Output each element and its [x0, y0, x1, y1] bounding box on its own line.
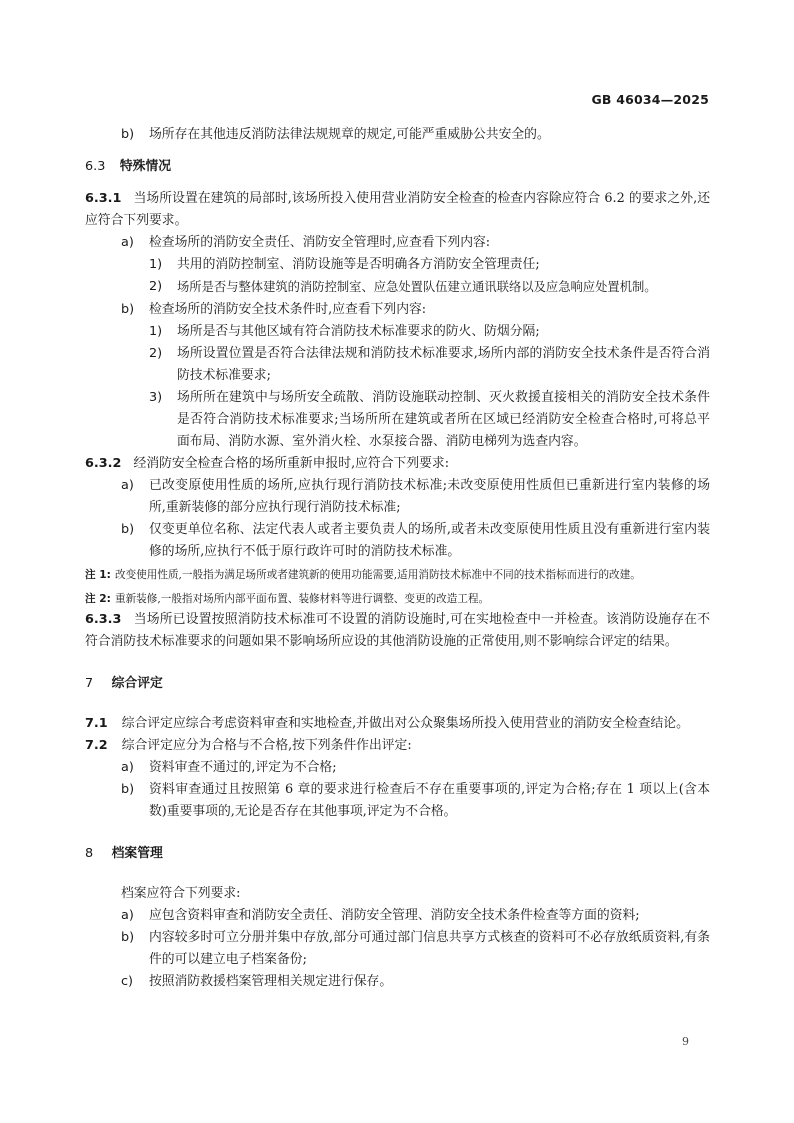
list-marker: b) [121, 930, 135, 945]
clause-6-3-2 [85, 453, 710, 475]
list-marker: b) [121, 782, 135, 797]
list-item-text: 内容较多时可立分册并集中存放,部分可通过部门信息共享方式核查的资料可不必存放纸质资料,有条件的可以建立电子档案备份; [149, 930, 710, 967]
list-item [121, 779, 710, 823]
list-item-text: 资料审查不通过的,评定为不合格; [149, 760, 337, 775]
list-marker: 3) [149, 390, 163, 405]
list-marker: a) [121, 478, 134, 493]
list-marker: b) [121, 302, 135, 317]
section-number: 6.3 [85, 159, 106, 174]
list-item-text: 按照消防救援档案管理相关规定进行保存。 [149, 974, 393, 989]
note-label: 注 2: [85, 593, 111, 605]
clause-7-1 [85, 713, 710, 735]
list-item-text: 共用的消防控制室、消防设施等是否明确各方消防安全管理责任; [177, 257, 540, 272]
list-marker: 2) [149, 279, 163, 294]
list-item [121, 475, 710, 519]
clause-text: 综合评定应综合考虑资料审查和实地检查,并做出对公众聚集场所投入使用营业的消防安全检查结论。 [121, 716, 689, 731]
note-text: 改变使用性质,一般指为满足场所或者建筑新的使用功能需要,适用消防技术标准中不同的技术指标而进行的改建。 [115, 569, 641, 581]
clause-number: 6.3.3 [85, 612, 122, 627]
page-number: 9 [682, 1035, 689, 1048]
document-id-header: GB 46034—2025 [591, 92, 709, 107]
list-item-text: 检查场所的消防安全技术条件时,应查看下列内容: [149, 302, 427, 317]
section-8-intro: 档案应符合下列要求: [121, 886, 241, 901]
list-item-text: 场所设置位置是否符合法律法规和消防技术标准要求,场所内部的消防安全技术条件是否符合消防技术标准要求; [177, 346, 710, 383]
note-text: 重新装修,一般指对场所内部平面布置、装修材料等进行调整、变更的改造工程。 [115, 593, 490, 605]
clause-6-3-1 [85, 188, 710, 232]
list-marker: a) [121, 908, 134, 923]
list-item [121, 519, 710, 563]
list-marker: a) [121, 760, 134, 775]
clause-number: 7.1 [85, 716, 108, 731]
list-item [121, 905, 710, 927]
sub-list-item [149, 321, 710, 343]
list-item-text: 场所是否与整体建筑的消防控制室、应急处置队伍建立通讯联络以及应急响应处置机制。 [177, 280, 657, 294]
list-item [121, 971, 710, 993]
section-heading-8 [85, 843, 710, 865]
clause-number: 6.3.2 [85, 456, 122, 471]
list-item-text: 仅变更单位名称、法定代表人或者主要负责人的场所,或者未改变原使用性质且没有重新进行室内装修的场所,应执行不低于原行政许可时的消防技术标准。 [149, 522, 710, 559]
section-title: 档案管理 [111, 846, 163, 861]
sub-list-item [149, 276, 710, 299]
list-marker: 1) [149, 257, 163, 272]
list-marker: a) [121, 235, 134, 250]
clause-number: 6.3.1 [85, 191, 122, 206]
note-label: 注 1: [85, 569, 111, 581]
page-body [85, 124, 710, 993]
list-item-text: 检查场所的消防安全责任、消防安全管理时,应查看下列内容: [149, 235, 491, 250]
clause-number: 7.2 [85, 738, 108, 753]
list-item-text: 应包含资料审查和消防安全责任、消防安全管理、消防安全技术条件检查等方面的资料; [149, 908, 640, 923]
sub-list-item [149, 254, 710, 276]
section-heading-7 [85, 673, 710, 695]
note-2 [85, 589, 710, 609]
list-item [121, 927, 710, 971]
list-item [121, 299, 710, 321]
clause-6-3-3 [85, 609, 710, 653]
list-item-text: 资料审查通过且按照第 6 章的要求进行检查后不存在重要事项的,评定为合格;存在 1 项以上(含本数)重要事项的,无论是否存在其他事项,评定为不合格。 [149, 782, 710, 819]
section-title: 特殊情况 [119, 159, 172, 174]
list-marker: b) [121, 127, 135, 142]
clause-text: 当场所已设置按照消防技术标准可不设置的消防设施时,可在实地检查中一并检查。该消防设施存在不符合消防技术标准要求的问题如果不影响场所应设的其他消防设施的正常使用,则不影响综合评定的结果。 [85, 612, 710, 649]
section-number: 8 [85, 846, 94, 861]
sub-list-item [149, 343, 710, 387]
list-item-text: 场所所在建筑中与场所安全疏散、消防设施联动控制、灭火救援直接相关的消防安全技术条件是否符合消防技术标准要求;当场所所在建筑或者所在区域已经消防安全检查合格时,可将总平面布局、消防水源、室外消火栓、水泵接合器、消防电梯列为选查内容。 [177, 390, 710, 449]
list-item-text: 已改变原使用性质的场所,应执行现行消防技术标准;未改变原使用性质但已重新进行室内装修的场所,重新装修的部分应执行现行消防技术标准; [149, 478, 710, 515]
list-marker: 1) [149, 324, 163, 339]
sub-list-item [149, 387, 710, 453]
clause-text: 综合评定应分为合格与不合格,按下列条件作出评定: [121, 738, 412, 753]
list-marker: b) [121, 522, 135, 537]
list-marker: 2) [149, 346, 163, 361]
list-item [121, 124, 710, 146]
list-item-text: 场所存在其他违反消防法律法规规章的规定,可能严重威胁公共安全的。 [149, 127, 550, 142]
list-item [121, 232, 710, 254]
list-marker: c) [121, 974, 134, 989]
section-title: 综合评定 [111, 676, 163, 691]
list-item [121, 757, 710, 779]
section-heading-6-3 [85, 156, 710, 178]
clause-text: 经消防安全检查合格的场所重新申报时,应符合下列要求: [133, 456, 450, 471]
section-number: 7 [85, 676, 94, 691]
clause-7-2 [85, 735, 710, 757]
list-item-text: 场所是否与其他区域有符合消防技术标准要求的防火、防烟分隔; [177, 324, 540, 339]
note-1 [85, 565, 710, 585]
clause-text: 当场所设置在建筑的局部时,该场所投入使用营业消防安全检查的检查内容除应符合 6.2 的要求之外,还应符合下列要求。 [85, 191, 710, 228]
